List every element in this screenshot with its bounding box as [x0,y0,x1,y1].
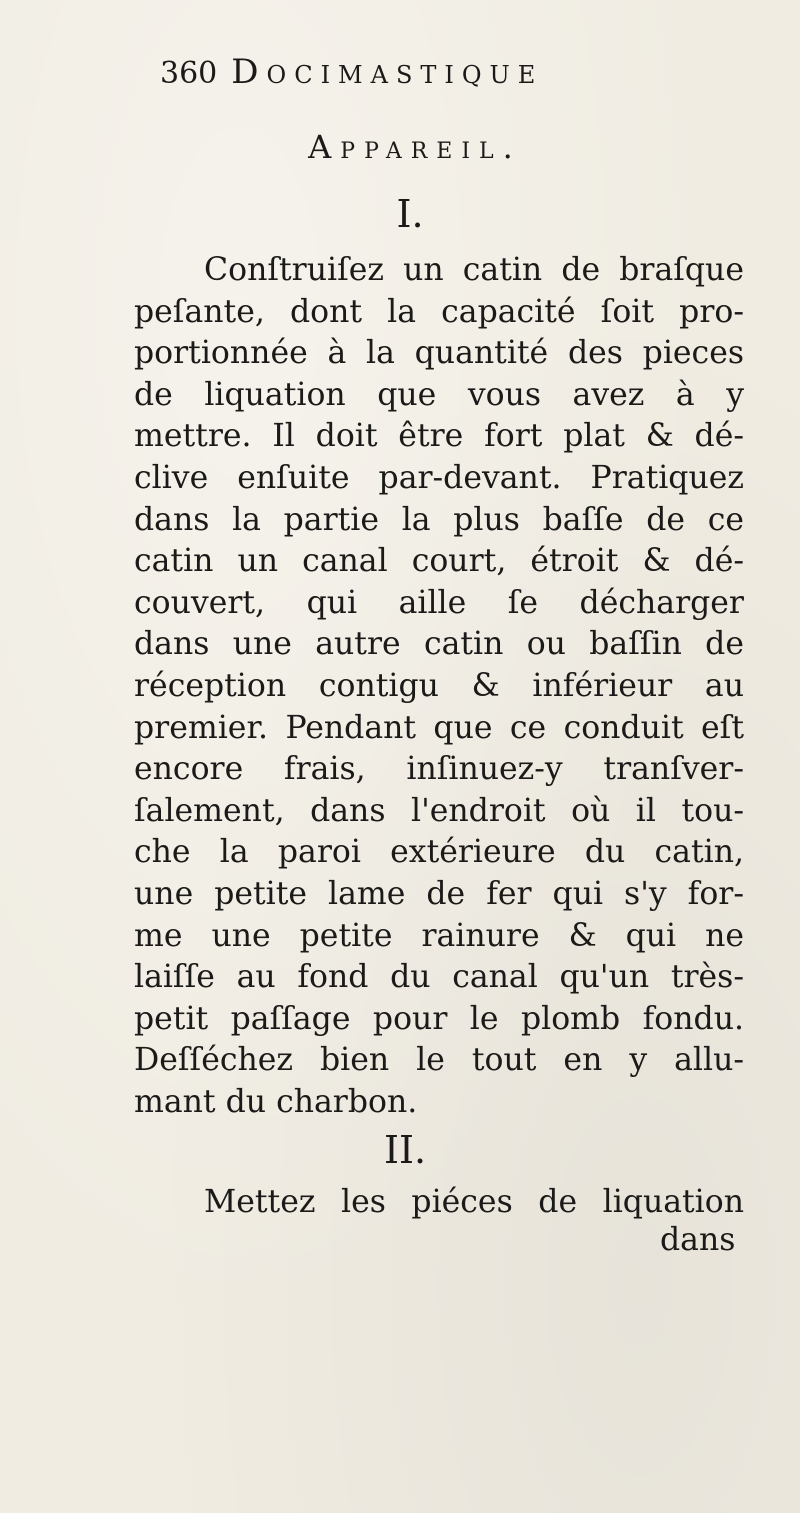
paragraph-1 [134,250,744,1123]
text-line: mettre. Il doit être fort plat & dé- [134,418,744,455]
text-line: clive enſuite par-devant. Pratiquez [134,459,744,496]
catchword: dans [660,1222,736,1258]
text-line: une petite lame de fer qui s'y for- [134,875,744,912]
text-line: dans une autre catin ou baſſin de [134,626,744,663]
text-line: couvert, qui aille ſe décharger [134,584,744,621]
section-title: Appareil. [308,128,522,166]
section-numeral-2: II. [383,1128,427,1172]
text-line: portionnée à la quantité des pieces [134,335,744,372]
text-line: Conſtruiſez un catin de braſque [204,252,744,288]
text-line: Deſſéchez bien le tout en y allu- [134,1042,744,1079]
paragraph-2 [134,1182,744,1224]
text-line: peſante, dont la capacité ſoit pro- [134,293,744,330]
text-line: Mettez les piéces de liquation [204,1184,744,1220]
running-head [160,52,760,102]
text-line: laiſſe au fond du canal qu'un très- [134,959,744,996]
section-numeral-1: I. [396,192,424,236]
text-line: petit paſſage pour le plomb fondu. [134,1000,744,1037]
text-line: mant du charbon. [134,1083,418,1120]
text-line: me une petite rainure & qui ne [134,917,744,954]
text-line: de liquation que vous avez à y [134,376,744,413]
text-line: che la paroi extérieure du catin, [134,834,744,871]
running-head-title: Docimastique [231,52,544,92]
text-line: réception contigu & inférieur au [134,667,744,704]
text-line: premier. Pendant que ce conduit eſt [134,709,744,746]
text-line: ſalement, dans l'endroit où il tou- [134,792,744,829]
page-number: 360 [160,56,218,91]
text-line: catin un canal court, étroit & dé- [134,543,744,580]
text-line: dans la partie la plus baſſe de ce [134,501,744,538]
text-line: encore frais, inſinuez-y tranſver- [134,751,744,788]
